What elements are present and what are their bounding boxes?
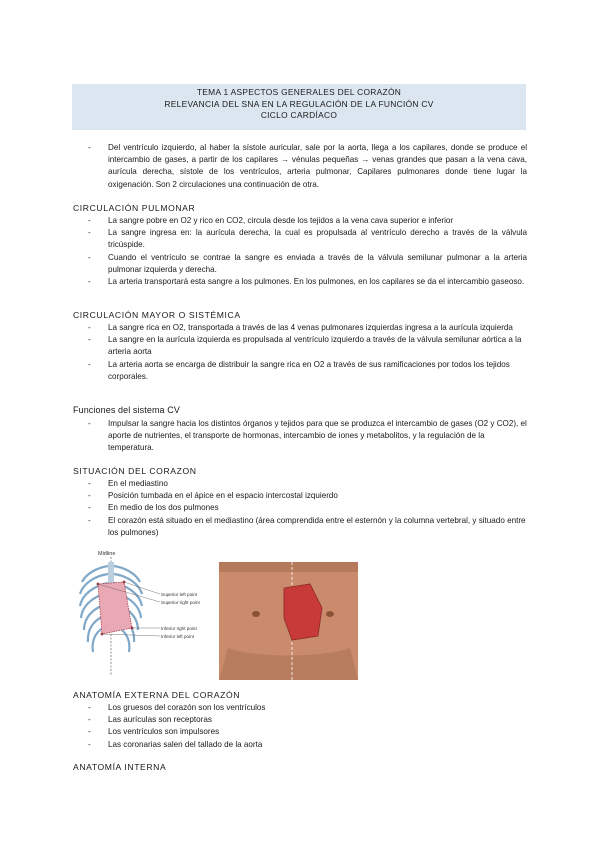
left-nipple (252, 611, 260, 617)
list-item-text: La sangre ingresa en: la aurícula derecha, la cual es propulsada al ventrículo derecho a través de la válvula tricúspide. (108, 228, 527, 250)
midline-label: Midline (98, 551, 116, 557)
list-item (0, 478, 600, 490)
list-item (0, 726, 600, 738)
list-item (0, 702, 600, 714)
label-inferior-left: Inferior left point (161, 634, 194, 639)
heart-position-illustration (78, 548, 358, 680)
list-item (0, 502, 600, 514)
bullet-dash: - (88, 515, 91, 525)
bullet-dash: - (88, 216, 91, 225)
list-item-text: El corazón está situado en el mediastino (área comprendida entre el esternón y la columna vertebral, y situado entre los pulmones) (108, 515, 526, 537)
list-item-text: Los ventrículos son impulsores (108, 727, 220, 737)
bullet-dash: - (88, 727, 91, 737)
list-item (0, 739, 600, 751)
bullet-dash: - (88, 479, 91, 488)
list-item-text: La sangre en la aurícula izquierda es propulsada al ventrículo izquierdo a través de la válvula semilunar aórtica a la arteria aorta (108, 335, 522, 357)
externa-list (0, 702, 600, 751)
bullet-dash: - (88, 739, 91, 749)
list-item-text: La arteria transportará esta sangre a los pulmones. En los pulmones, en los capilares se da el intercambio gaseoso. (108, 277, 525, 287)
bullet-dash: - (88, 335, 91, 345)
mayor-list (0, 322, 600, 383)
list-item-text: En el mediastino (108, 479, 168, 488)
list-item (0, 252, 600, 276)
list-item-text: Impulsar la sangre hacia los distintos órganos y tejidos para que se produzca el intercambio de gases (O2 y CO2), el aporte de nutrientes, el transporte de hormonas, intercambio de iones y metabolitos, y la regulación de la temperatura. (108, 419, 527, 453)
list-item (0, 490, 600, 502)
label-superior-right: Superior right point (161, 600, 200, 605)
label-inferior-right: Inferior right point (161, 626, 197, 631)
heart-outline-diagram (98, 582, 132, 634)
list-item-text: La sangre rica en O2, transportada a través de las 4 venas pulmonares izquierdas ingresa a la aurícula izquierda (108, 323, 513, 332)
bullet-dash: - (88, 703, 91, 712)
title-line-2: RELEVANCIA DEL SNA EN LA REGULACIÓN DE LA FUNCIÓN CV (164, 98, 434, 109)
heading-situacion: SITUACIÓN DEL CORAZON (73, 466, 197, 476)
heading-circulacion-pulmonar: CIRCULACIÓN PULMONAR (73, 203, 196, 213)
bullet-dash: - (88, 715, 91, 725)
list-item-text: Los gruesos del corazón son los ventrículos (108, 703, 266, 712)
heart-position-figure (78, 548, 358, 680)
list-item (0, 334, 600, 358)
bullet-dash: - (88, 419, 91, 428)
list-item (0, 359, 600, 383)
list-item (0, 322, 600, 334)
list-item (0, 215, 600, 227)
bullet-dash: - (88, 323, 91, 332)
list-item-text: Posición tumbada en el ápice en el espacio intercostal izquierdo (108, 491, 338, 501)
list-item-text: Las coronarias salen del tallado de la aorta (108, 739, 263, 749)
bullet-dash: - (88, 252, 91, 262)
heading-circulacion-mayor: CIRCULACIÓN MAYOR O SISTÉMICA (73, 310, 241, 320)
funciones-list (0, 418, 600, 455)
list-item (0, 515, 600, 539)
intro-text: Del ventrículo izquierdo, al haber la sístole auricular, sale por la aorta, llega a los capilares, donde se produce el intercambio de gases, a partir de los capilares → vénulas pequeñas → venas grandes que pasan a la vena cava, aurícula derecha, sístole de los ventrículos, arteria pulmonar, Capilares pulmonares donde tiene lugar la oxigenación. Son 2 circulaciones una continuación de otra. (108, 143, 527, 189)
list-item (0, 227, 600, 251)
list-item-text: La arteria aorta se encarga de distribuir la sangre rica en O2 a través de sus ramificaciones por todos los tejidos corporales. (108, 359, 510, 381)
bullet-dash: - (88, 277, 91, 287)
torso-shoulder-shadow (219, 562, 358, 572)
title-line-1: TEMA 1 ASPECTOS GENERALES DEL CORAZÓN (196, 87, 402, 97)
list-item-text: En medio de los dos pulmones (108, 503, 219, 513)
title-line-3: CICLO CARDÍACO (260, 110, 338, 120)
list-item-text: Las aurículas son receptoras (108, 715, 212, 725)
list-item (0, 714, 600, 726)
list-item-text: Cuando el ventrículo se contrae la sangre es enviada a través de la válvula semilunar pulmonar a la arteria pulmonar izquierda y derecha. (108, 252, 527, 274)
bullet-dash: - (88, 228, 91, 238)
intro-item (0, 142, 600, 191)
list-item-text: La sangre pobre en O2 y rico en CO2, circula desde los tejidos a la vena cava superior e inferior (108, 216, 454, 225)
list-item (0, 418, 600, 455)
right-nipple (326, 611, 334, 617)
title-box (72, 84, 526, 130)
bullet-dash: - (88, 143, 91, 152)
heading-anatomia-interna: ANATOMÍA INTERNA (73, 762, 167, 772)
intro-list (0, 142, 600, 191)
bullet-dash: - (88, 359, 91, 369)
pulmonar-list (0, 215, 600, 288)
heading-funciones: Funciones del sistema CV (73, 405, 180, 415)
list-item (0, 276, 600, 288)
bullet-dash: - (88, 491, 91, 501)
bullet-dash: - (88, 503, 91, 513)
heading-anatomia-externa: ANATOMÍA EXTERNA DEL CORAZÓN (73, 690, 241, 700)
label-superior-left: Superior left point (161, 592, 198, 597)
situacion-list (0, 478, 600, 539)
